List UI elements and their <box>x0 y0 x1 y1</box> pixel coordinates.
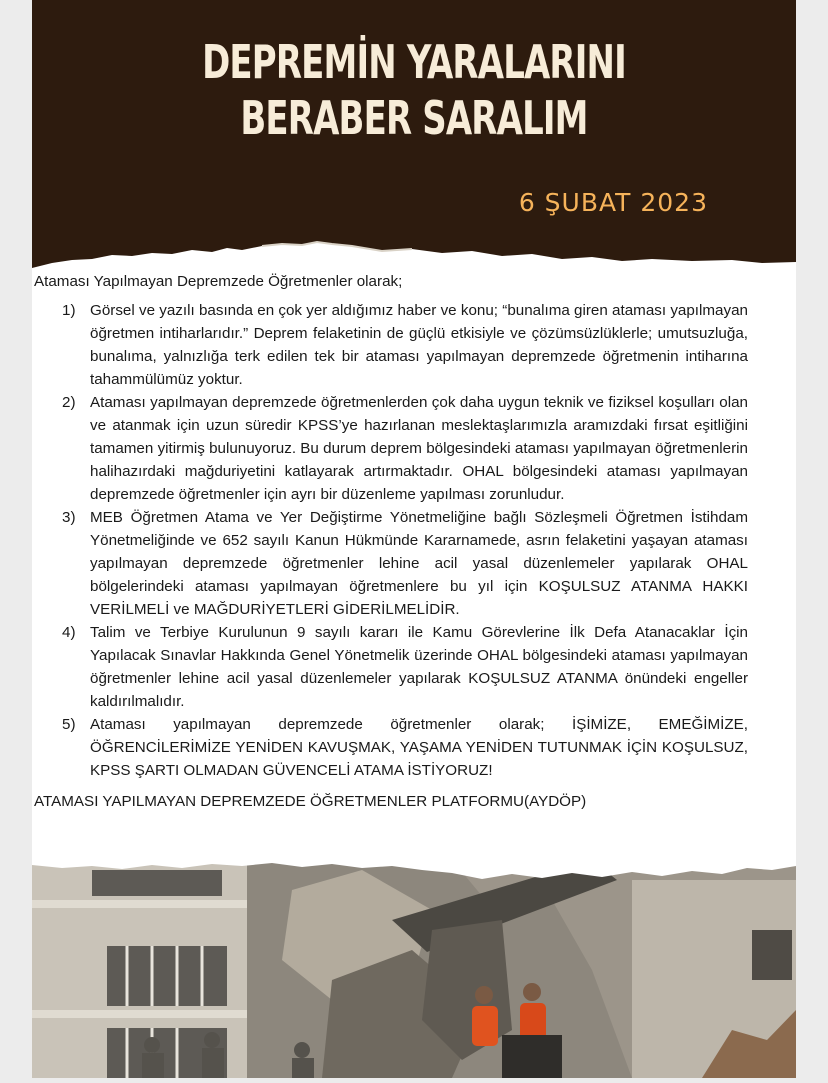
letter-signature: ATAMASI YAPILMAYAN DEPREMZEDE ÖĞRETMENLER PLATFORMU(AYDÖP) <box>34 793 587 810</box>
list-item-number: 1) <box>62 302 76 319</box>
poster-sheet <box>32 0 796 1078</box>
letter-body <box>32 268 796 813</box>
banner-title <box>101 34 727 146</box>
torn-paper-edge-bottom <box>32 852 796 888</box>
list-item-number: 4) <box>62 624 76 641</box>
list-item-text: Ataması yapılmayan depremzede öğretmenlerden çok daha uygun teknik ve fiziksel koşulları olan ve atanmak için uzun süredir KPSS’ye hazırlanan meslektaşlarımızla aramızdaki fırsat eşitliğini tamamen yitirmiş bulunuyoruz. Bu durum deprem bölgesindeki ataması yapılmayan öğretmenlerin halihazırdaki mağduriyetini katlayarak artırmaktadır. OHAL bölgesindeki ataması yapılmayan depremzede öğretmenler için ayrı bir düzenleme yapılması zorunludur. <box>90 394 748 503</box>
banner-date: 6 ŞUBAT 2023 <box>518 188 708 217</box>
letter-intro: Ataması Yapılmayan Depremzede Öğretmenler olarak; <box>34 273 403 290</box>
list-item-number: 2) <box>62 394 76 411</box>
list-item <box>32 713 796 782</box>
list-item-number: 5) <box>62 716 76 733</box>
list-item <box>32 506 796 621</box>
title-banner <box>32 0 796 268</box>
banner-title-line2: BERABER SARALIM <box>240 91 588 145</box>
list-item <box>32 391 796 506</box>
demands-list <box>32 299 796 782</box>
list-item <box>32 621 796 713</box>
list-item-text: MEB Öğretmen Atama ve Yer Değiştirme Yönetmeliğine bağlı Sözleşmeli Öğretmen İstihdam Yönetmeliğinde ve 652 sayılı Kanun Hükmünde Kararnamede, asrın felaketini yaşayan ataması yapılmayan depremzede öğretmenler lehine acil yasal düzenlemeler yapılarak OHAL bölgelerindeki ataması yapılmayan öğretmenlere bu yıl için KOŞULSUZ ATANMA HAKKI VERİLMELİ ve MAĞDURİYETLERİ GİDERİLMELİDİR. <box>90 509 748 618</box>
rubble-scene-illustration <box>32 860 796 1078</box>
earthquake-rubble-photo <box>32 860 796 1078</box>
list-item-text: Ataması yapılmayan depremzede öğretmenler olarak; İŞİMİZE, EMEĞİMİZE, ÖĞRENCİLERİMİZE YENİDEN KAVUŞMAK, YAŞAMA YENİDEN TUTUNMAK İÇİN KOŞULSUZ, KPSS ŞARTI OLMADAN GÜVENCELİ ATAMA İSTİYORUZ! <box>90 716 748 779</box>
list-item-text: Talim ve Terbiye Kurulunun 9 sayılı kararı ile Kamu Görevlerine İlk Defa Atanacaklar İçin Yapılacak Sınavlar Hakkında Genel Yönetmelik üzerinde OHAL bölgesindeki ataması yapılmayan öğretmenler lehine acil yasal düzenlemeler yapılarak KOŞULSUZ ATANMA önündeki engeller kaldırılmalıdır. <box>90 624 748 710</box>
banner-title-line1: DEPREMİN YARALARINI <box>202 35 626 89</box>
list-item-text: Görsel ve yazılı basında en çok yer aldığımız haber ve konu; “bunalıma giren ataması yapılmayan öğretmen intiharlarıdır.” Deprem felaketinin de güçlü etkisiyle ve çözümsüzlüklerle; umutsuzluğa, bunalıma, yalnızlığa terk edilen tek bir ataması yapılmayan depremzede öğretmenin intiharına tahammülümüz yoktur. <box>90 302 748 388</box>
list-item <box>32 299 796 391</box>
list-item-number: 3) <box>62 509 76 526</box>
torn-paper-edge <box>32 232 796 272</box>
